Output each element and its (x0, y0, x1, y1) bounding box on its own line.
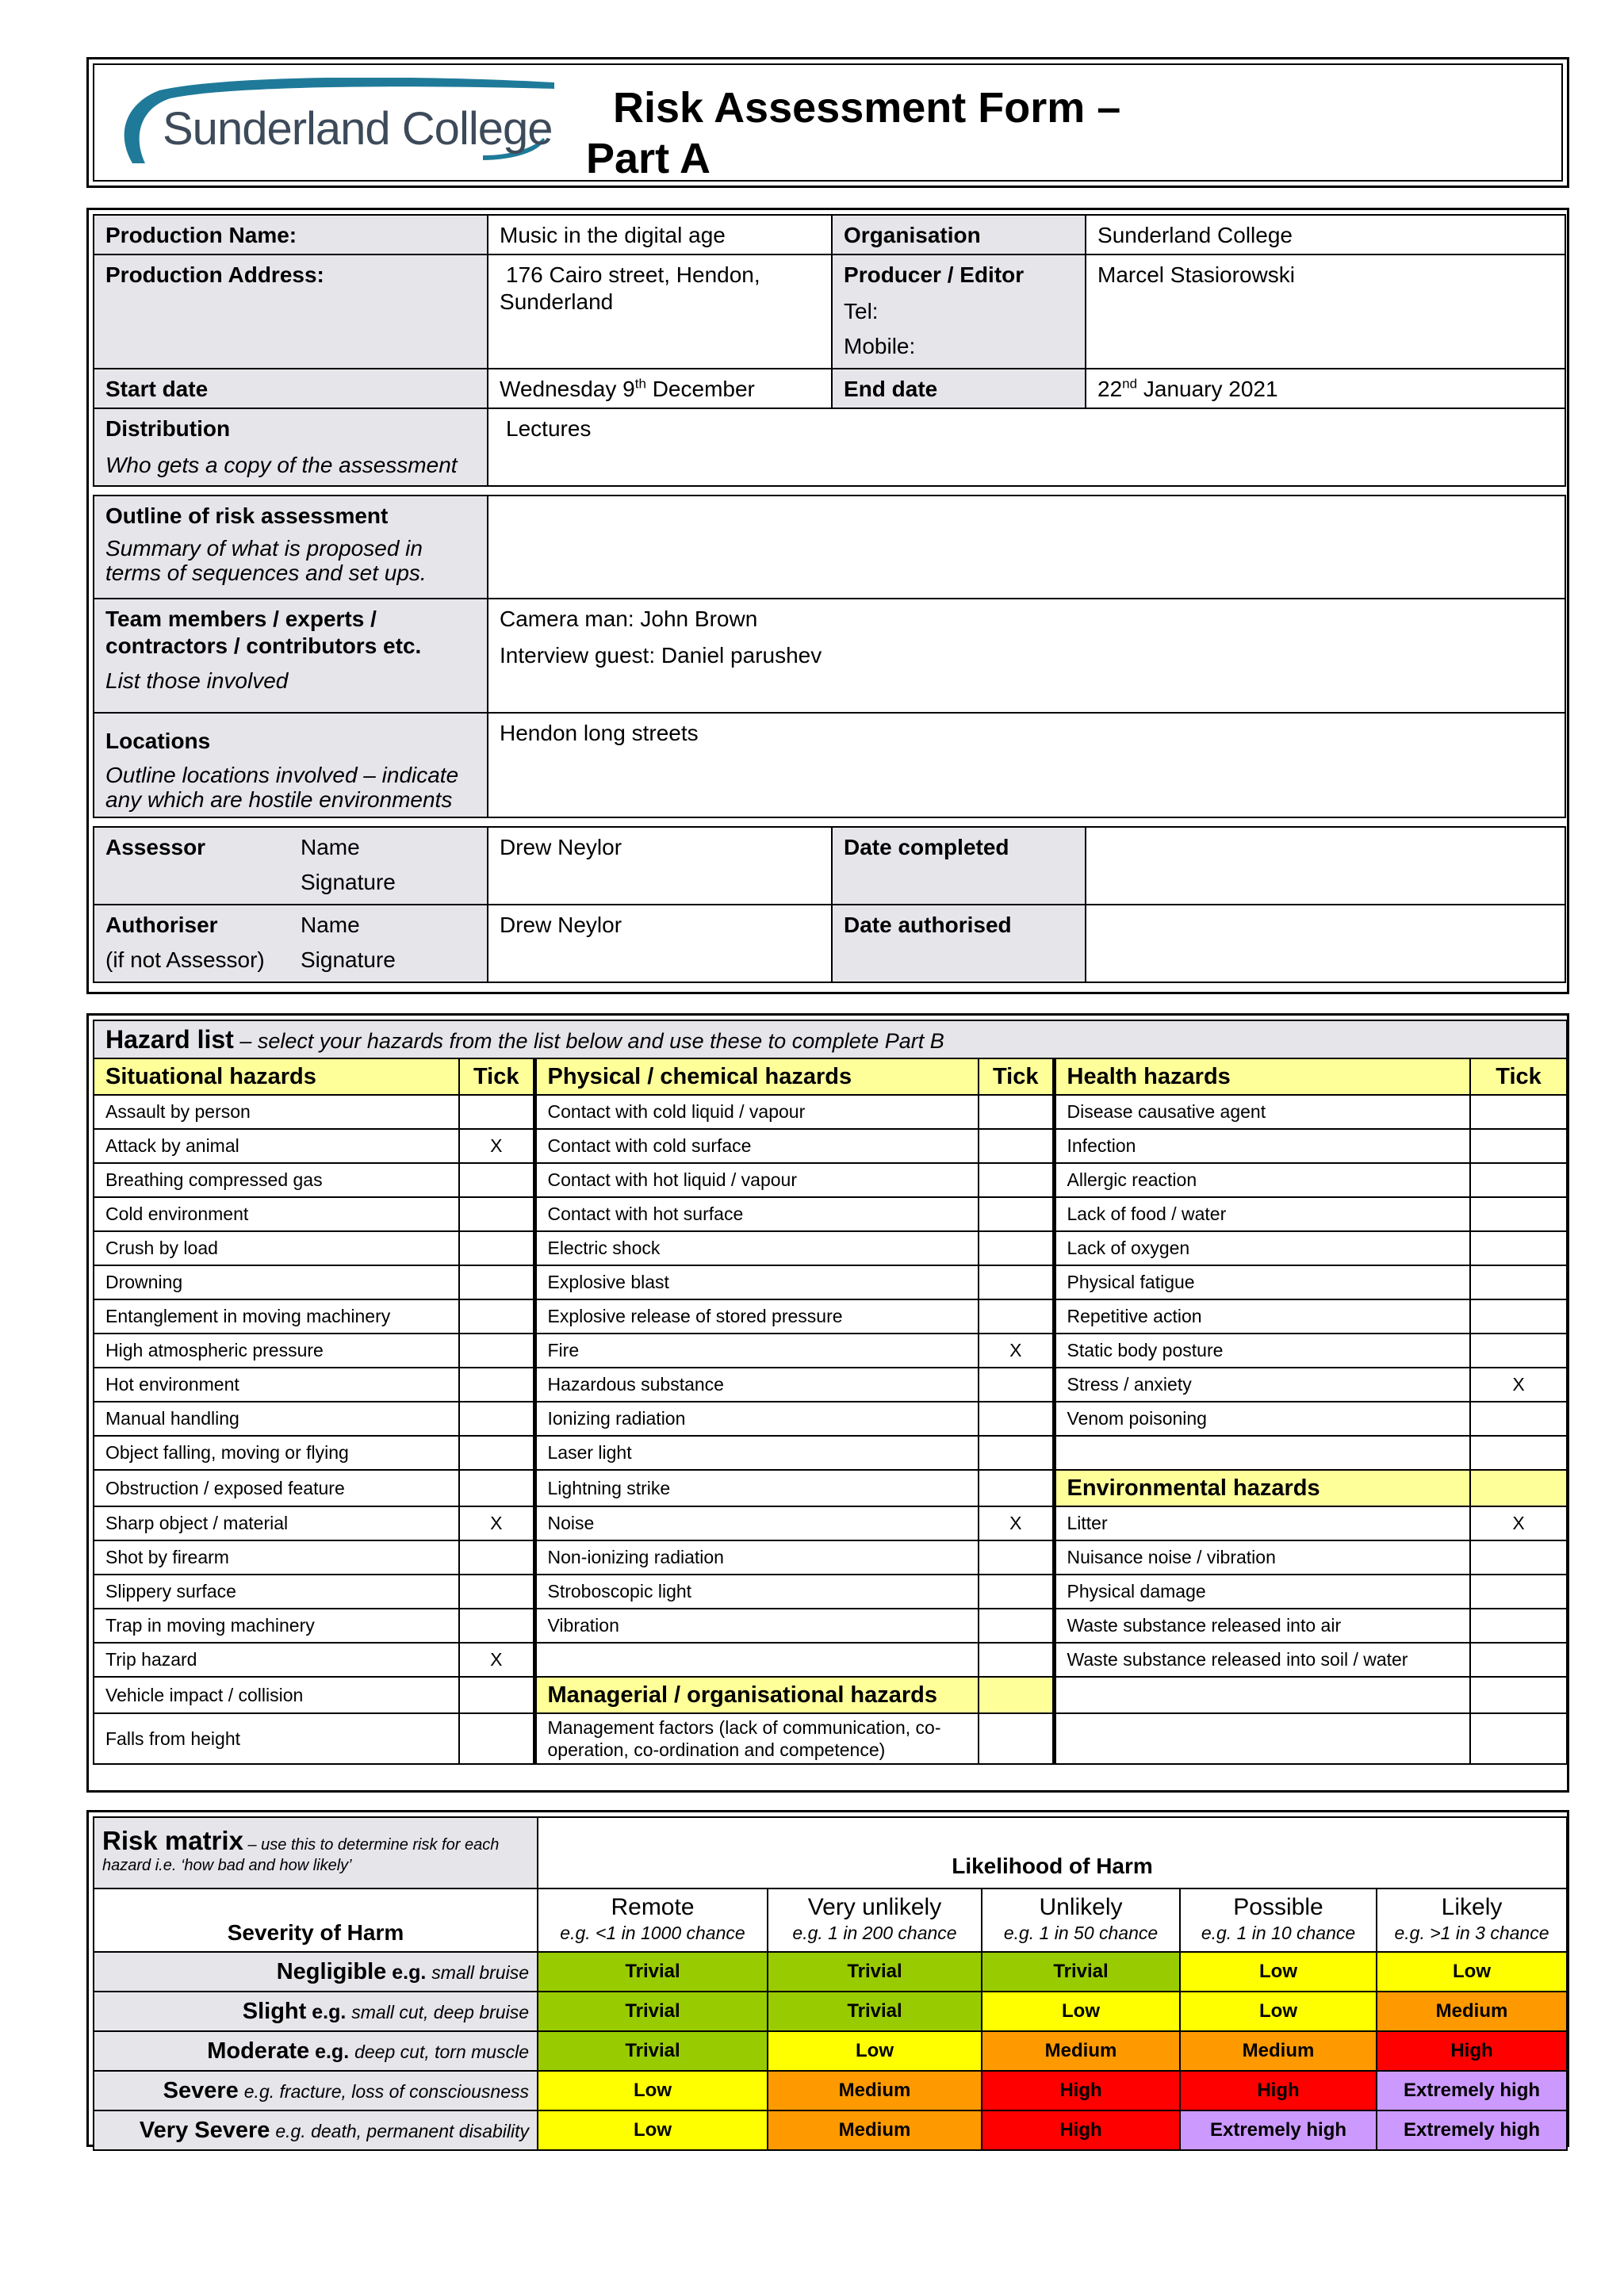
environmental-tick-header (1470, 1470, 1567, 1506)
situational-tick-cell[interactable] (459, 1334, 534, 1368)
situational-hazard-item: Crush by load (94, 1231, 459, 1265)
severity-row (94, 1952, 1567, 1992)
physical-tick-cell[interactable] (979, 1436, 1054, 1470)
severity-of-harm-label: Severity of Harm (94, 1888, 538, 1952)
risk-level-cell: High (982, 2110, 1180, 2150)
situational-tick-cell[interactable] (459, 1470, 534, 1506)
health-tick-cell[interactable] (1470, 1609, 1567, 1643)
situational-tick-cell[interactable] (459, 1436, 534, 1470)
physical-tick-cell[interactable]: X (979, 1506, 1054, 1540)
health-hazard-item: Physical damage (1054, 1575, 1470, 1609)
health-tick-cell[interactable] (1470, 1575, 1567, 1609)
health-hazard-item: Litter (1054, 1506, 1470, 1540)
date-completed-field[interactable] (1086, 827, 1565, 905)
situational-hazard-item: Manual handling (94, 1402, 459, 1436)
locations-label-cell (94, 713, 488, 817)
assessor-label-cell (94, 827, 289, 905)
health-hazard-item: Waste substance released into soil / water (1054, 1643, 1470, 1677)
health-hazard-item: Static body posture (1054, 1334, 1470, 1368)
hazard-row (94, 1231, 1567, 1265)
situational-tick-cell[interactable] (459, 1609, 534, 1643)
health-hazard-item: Nuisance noise / vibration (1054, 1540, 1470, 1575)
managerial-tick-header (979, 1677, 1054, 1713)
physical-hazard-item: Contact with hot liquid / vapour (534, 1163, 979, 1197)
producer-label-cell (832, 254, 1086, 369)
severity-label: Severe e.g. fracture, loss of consciousness (94, 2071, 538, 2110)
physical-hazard-item: Explosive release of stored pressure (534, 1299, 979, 1334)
hazard-row (94, 1095, 1567, 1129)
team-label-cell (94, 599, 488, 713)
risk-level-cell: Trivial (982, 1952, 1180, 1992)
situational-tick-cell[interactable] (459, 1677, 534, 1713)
hazard-row (94, 1402, 1567, 1436)
situational-hazard-item: Vehicle impact / collision (94, 1677, 459, 1713)
health-tick-cell[interactable]: X (1470, 1506, 1567, 1540)
physical-tick-cell[interactable] (979, 1265, 1054, 1299)
likelihood-header (1377, 1888, 1567, 1952)
likelihood-example: e.g. 1 in 200 chance (792, 1923, 957, 1943)
team-label: Team members / experts / contractors / contributors etc. (105, 607, 422, 658)
risk-level-cell: Low (982, 1992, 1180, 2031)
hazard-row (94, 1677, 1567, 1713)
empty-hazard-cell (1054, 1713, 1470, 1764)
health-tick-cell[interactable] (1470, 1129, 1567, 1163)
form-title: Risk Assessment Form – Part A (586, 84, 1121, 182)
production-address-label: Production Address: (94, 254, 488, 369)
start-date-label: Start date (94, 369, 488, 408)
situational-tick-cell[interactable] (459, 1575, 534, 1609)
health-tick-cell[interactable] (1470, 1197, 1567, 1231)
physical-tick-cell[interactable]: X (979, 1334, 1054, 1368)
health-hazard-item: Lack of oxygen (1054, 1231, 1470, 1265)
authoriser-note: (if not Assessor) (105, 947, 265, 972)
situational-tick-cell[interactable] (459, 1713, 534, 1764)
physical-tick-cell[interactable] (979, 1299, 1054, 1334)
likelihood-example: e.g. <1 in 1000 chance (560, 1923, 745, 1943)
health-tick-cell[interactable] (1470, 1231, 1567, 1265)
situational-tick-cell[interactable] (459, 1265, 534, 1299)
production-name-label: Production Name: (94, 215, 488, 254)
situational-hazard-item: Cold environment (94, 1197, 459, 1231)
authoriser-subfields: Name Signature (289, 905, 488, 982)
hazard-list (86, 1013, 1569, 1793)
health-hazard-item: Stress / anxiety (1054, 1368, 1470, 1402)
health-tick-cell[interactable] (1470, 1095, 1567, 1129)
hazard-row (94, 1470, 1567, 1506)
risk-level-cell: Extremely high (1377, 2071, 1567, 2110)
producer-field[interactable]: Marcel Stasiorowski (1086, 254, 1565, 369)
likelihood-name: Remote (611, 1894, 695, 1920)
physical-hazard-item: Fire (534, 1334, 979, 1368)
situational-tick-cell[interactable]: X (459, 1643, 534, 1677)
physical-hazard-item (534, 1643, 979, 1677)
physical-tick-cell[interactable] (979, 1470, 1054, 1506)
likelihood-name: Likely (1441, 1894, 1503, 1920)
situational-tick-cell[interactable]: X (459, 1129, 534, 1163)
risk-level-cell: Trivial (538, 1952, 768, 1992)
risk-level-cell: Medium (982, 2031, 1180, 2071)
physical-hazard-item: Lightning strike (534, 1470, 979, 1506)
health-tick-cell[interactable] (1470, 1163, 1567, 1197)
physical-hazard-item: Vibration (534, 1609, 979, 1643)
physical-tick-cell[interactable] (979, 1643, 1054, 1677)
production-details (86, 208, 1569, 994)
outline-hint: Summary of what is proposed in terms of sequences and set ups. (105, 536, 427, 585)
hazard-row (94, 1506, 1567, 1540)
likelihood-header (1180, 1888, 1377, 1952)
organisation-label: Organisation (832, 215, 1086, 254)
risk-level-cell: Extremely high (1377, 2110, 1567, 2150)
risk-level-cell: High (1180, 2071, 1377, 2110)
severity-label: Slight e.g. small cut, deep bruise (94, 1992, 538, 2031)
health-tick-cell[interactable] (1470, 1436, 1567, 1470)
risk-level-cell: Medium (768, 2110, 982, 2150)
assessor-label: Assessor (105, 835, 206, 859)
locations-field[interactable]: Hendon long streets (488, 713, 1565, 817)
likelihood-of-harm-label: Likelihood of Harm (538, 1817, 1567, 1888)
health-tick-cell[interactable] (1470, 1334, 1567, 1368)
physical-tick-cell[interactable] (979, 1609, 1054, 1643)
situational-hazard-item: Trap in moving machinery (94, 1609, 459, 1643)
hazard-row (94, 1265, 1567, 1299)
physical-tick-cell[interactable] (979, 1163, 1054, 1197)
risk-level-cell: Low (538, 2110, 768, 2150)
hazard-row (94, 1436, 1567, 1470)
hazard-row (94, 1334, 1567, 1368)
health-tick-cell[interactable] (1470, 1643, 1567, 1677)
situational-tick-cell[interactable] (459, 1197, 534, 1231)
mobile-label: Mobile: (844, 334, 916, 358)
managerial-hazards-header: Managerial / organisational hazards (534, 1677, 979, 1713)
assessor-subfields: Name Signature (289, 827, 488, 905)
physical-hazard-item: Hazardous substance (534, 1368, 979, 1402)
tick-header: Tick (1470, 1058, 1567, 1095)
risk-matrix-title: Risk matrix – use this to determine risk for each hazard i.e. ‘how bad and how likely’ (94, 1817, 538, 1888)
risk-level-cell: Low (1377, 1952, 1567, 1992)
risk-level-cell: Trivial (538, 2031, 768, 2071)
likelihood-header (768, 1888, 982, 1952)
situational-tick-cell[interactable] (459, 1163, 534, 1197)
environmental-hazards-header: Environmental hazards (1054, 1470, 1470, 1506)
situational-hazard-item: Sharp object / material (94, 1506, 459, 1540)
risk-level-cell: Medium (768, 2071, 982, 2110)
empty-hazard-cell (1054, 1677, 1470, 1713)
physical-tick-cell[interactable] (979, 1231, 1054, 1265)
tel-label: Tel: (844, 299, 879, 323)
likelihood-name: Unlikely (1039, 1894, 1123, 1920)
start-date-field[interactable]: Wednesday 9th December (488, 369, 832, 408)
risk-matrix (86, 1810, 1569, 2147)
assessor-name-field[interactable]: Drew Neylor (488, 827, 832, 905)
likelihood-header (982, 1888, 1180, 1952)
health-tick-cell[interactable] (1470, 1402, 1567, 1436)
risk-level-cell: Trivial (768, 1952, 982, 1992)
risk-level-cell: Medium (1180, 2031, 1377, 2071)
risk-level-cell: High (982, 2071, 1180, 2110)
health-hazard-item: Venom poisoning (1054, 1402, 1470, 1436)
empty-tick-cell (1470, 1713, 1567, 1764)
situational-hazards-header: Situational hazards (94, 1058, 459, 1095)
distribution-label: Distribution (105, 416, 231, 441)
hazard-row (94, 1299, 1567, 1334)
situational-hazard-item: High atmospheric pressure (94, 1334, 459, 1368)
distribution-field[interactable]: Lectures (488, 408, 1565, 486)
situational-tick-cell[interactable] (459, 1299, 534, 1334)
hazard-row (94, 1163, 1567, 1197)
tick-header: Tick (979, 1058, 1054, 1095)
health-tick-cell[interactable] (1470, 1265, 1567, 1299)
situational-hazard-item: Breathing compressed gas (94, 1163, 459, 1197)
health-hazard-item: Physical fatigue (1054, 1265, 1470, 1299)
physical-tick-cell[interactable] (979, 1402, 1054, 1436)
authoriser-label-cell (94, 905, 289, 982)
date-authorised-label: Date authorised (832, 905, 1086, 982)
physical-tick-cell[interactable] (979, 1713, 1054, 1764)
severity-row (94, 2110, 1567, 2150)
health-tick-cell[interactable] (1470, 1299, 1567, 1334)
health-hazard-item (1054, 1436, 1470, 1470)
locations-label: Locations (105, 729, 211, 753)
date-authorised-field[interactable] (1086, 905, 1565, 982)
authoriser-name-field[interactable]: Drew Neylor (488, 905, 832, 982)
risk-level-cell: Low (538, 2071, 768, 2110)
likelihood-name: Very unlikely (807, 1894, 942, 1920)
situational-hazard-item: Drowning (94, 1265, 459, 1299)
situational-tick-cell[interactable] (459, 1231, 534, 1265)
end-date-field[interactable]: 22nd January 2021 (1086, 369, 1565, 408)
physical-hazards-header: Physical / chemical hazards (534, 1058, 979, 1095)
situational-tick-cell[interactable] (459, 1540, 534, 1575)
physical-hazard-item: Management factors (lack of communication, co-operation, co-ordination and competence) (534, 1713, 979, 1764)
severity-row (94, 2071, 1567, 2110)
situational-hazard-item: Falls from height (94, 1713, 459, 1764)
health-hazard-item: Repetitive action (1054, 1299, 1470, 1334)
health-hazards-header: Health hazards (1054, 1058, 1470, 1095)
hazard-row (94, 1368, 1567, 1402)
outline-label-cell (94, 496, 488, 599)
likelihood-example: e.g. >1 in 3 chance (1394, 1923, 1549, 1943)
physical-hazard-item: Laser light (534, 1436, 979, 1470)
situational-hazard-item: Slippery surface (94, 1575, 459, 1609)
severity-label: Very Severe e.g. death, permanent disability (94, 2110, 538, 2150)
health-hazard-item: Waste substance released into air (1054, 1609, 1470, 1643)
sunderland-college-logo (110, 78, 570, 173)
physical-hazard-item: Non-ionizing radiation (534, 1540, 979, 1575)
organisation-field[interactable]: Sunderland College (1086, 215, 1565, 254)
physical-tick-cell[interactable] (979, 1575, 1054, 1609)
end-date-label: End date (832, 369, 1086, 408)
severity-row (94, 2031, 1567, 2071)
physical-tick-cell[interactable] (979, 1197, 1054, 1231)
severity-label: Moderate e.g. deep cut, torn muscle (94, 2031, 538, 2071)
physical-hazard-item: Contact with hot surface (534, 1197, 979, 1231)
tick-header: Tick (459, 1058, 534, 1095)
physical-hazard-item: Stroboscopic light (534, 1575, 979, 1609)
team-hint: List those involved (105, 668, 289, 693)
health-hazard-item: Infection (1054, 1129, 1470, 1163)
situational-tick-cell[interactable]: X (459, 1506, 534, 1540)
authoriser-label: Authoriser (105, 913, 218, 937)
situational-hazard-item: Hot environment (94, 1368, 459, 1402)
distribution-label-cell (94, 408, 488, 486)
risk-level-cell: Medium (1377, 1992, 1567, 2031)
team-field[interactable]: Camera man: John Brown Interview guest: Daniel parushev (488, 599, 1565, 713)
hazard-row (94, 1713, 1567, 1764)
hazard-row (94, 1643, 1567, 1677)
situational-hazard-item: Object falling, moving or flying (94, 1436, 459, 1470)
distribution-hint: Who gets a copy of the assessment (105, 453, 458, 477)
health-tick-cell[interactable]: X (1470, 1368, 1567, 1402)
physical-tick-cell[interactable] (979, 1368, 1054, 1402)
outline-label: Outline of risk assessment (105, 503, 389, 528)
situational-hazard-item: Entanglement in moving machinery (94, 1299, 459, 1334)
locations-hint: Outline locations involved – indicate any which are hostile environments (105, 763, 459, 812)
production-address-field[interactable]: 176 Cairo street, Hendon, Sunderland (488, 254, 832, 369)
hazard-row (94, 1609, 1567, 1643)
situational-hazard-item: Assault by person (94, 1095, 459, 1129)
production-name-field[interactable]: Music in the digital age (488, 215, 832, 254)
physical-hazard-item: Contact with cold surface (534, 1129, 979, 1163)
risk-level-cell: Low (768, 2031, 982, 2071)
situational-tick-cell[interactable] (459, 1402, 534, 1436)
physical-hazard-item: Explosive blast (534, 1265, 979, 1299)
physical-tick-cell[interactable] (979, 1129, 1054, 1163)
likelihood-example: e.g. 1 in 50 chance (1003, 1923, 1159, 1943)
situational-tick-cell[interactable] (459, 1095, 534, 1129)
severity-row (94, 1992, 1567, 2031)
risk-level-cell: Low (1180, 1952, 1377, 1992)
empty-tick-cell (1470, 1677, 1567, 1713)
physical-hazard-item: Noise (534, 1506, 979, 1540)
health-hazard-item: Disease causative agent (1054, 1095, 1470, 1129)
svg-text:Sunderland College: Sunderland College (163, 103, 553, 155)
outline-field[interactable] (488, 496, 1565, 599)
form-header (86, 57, 1569, 188)
likelihood-name: Possible (1233, 1894, 1323, 1920)
hazard-row (94, 1575, 1567, 1609)
severity-label: Negligible e.g. small bruise (94, 1952, 538, 1992)
health-hazard-item: Allergic reaction (1054, 1163, 1470, 1197)
risk-level-cell: High (1377, 2031, 1567, 2071)
situational-hazard-item: Obstruction / exposed feature (94, 1470, 459, 1506)
hazard-list-title: Hazard list – select your hazards from the list below and use these to complete Part B (94, 1020, 1567, 1058)
hazard-row (94, 1129, 1567, 1163)
physical-hazard-item: Contact with cold liquid / vapour (534, 1095, 979, 1129)
risk-level-cell: Trivial (768, 1992, 982, 2031)
situational-hazard-item: Attack by animal (94, 1129, 459, 1163)
situational-tick-cell[interactable] (459, 1368, 534, 1402)
situational-hazard-item: Trip hazard (94, 1643, 459, 1677)
physical-hazard-item: Ionizing radiation (534, 1402, 979, 1436)
risk-level-cell: Trivial (538, 1992, 768, 2031)
hazard-row (94, 1197, 1567, 1231)
hazard-row (94, 1540, 1567, 1575)
health-tick-cell[interactable] (1470, 1540, 1567, 1575)
risk-level-cell: Low (1180, 1992, 1377, 2031)
likelihood-example: e.g. 1 in 10 chance (1201, 1923, 1356, 1943)
physical-hazard-item: Electric shock (534, 1231, 979, 1265)
likelihood-header (538, 1888, 768, 1952)
producer-label: Producer / Editor (844, 262, 1025, 287)
physical-tick-cell[interactable] (979, 1540, 1054, 1575)
risk-level-cell: Extremely high (1180, 2110, 1377, 2150)
physical-tick-cell[interactable] (979, 1095, 1054, 1129)
date-completed-label: Date completed (832, 827, 1086, 905)
situational-hazard-item: Shot by firearm (94, 1540, 459, 1575)
health-hazard-item: Lack of food / water (1054, 1197, 1470, 1231)
